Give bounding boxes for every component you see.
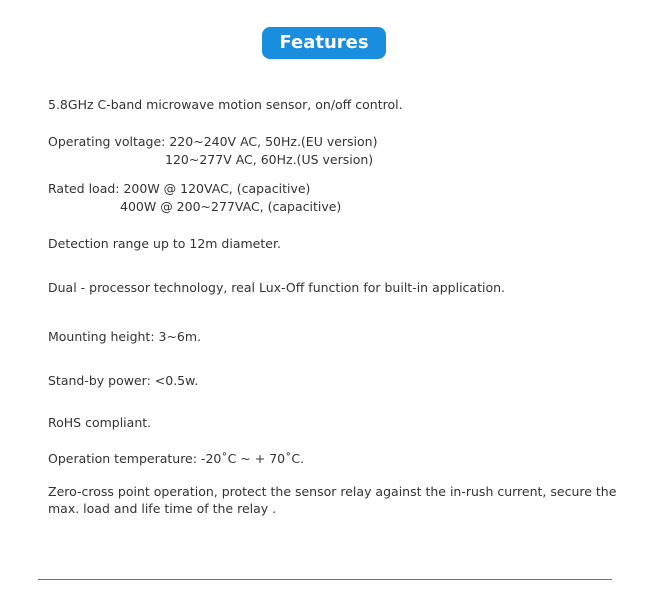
features-heading: Features: [262, 27, 386, 59]
feature-voltage: Operating voltage: 220~240V AC, 50Hz.(EU version): [48, 134, 378, 149]
feature-temperature: Operation temperature: -20˚C ~ + 70˚C.: [48, 451, 305, 466]
feature-rated-load-high: 400W @ 200~277VAC, (capacitive): [120, 199, 342, 214]
feature-zero-cross-cont: max. load and life time of the relay .: [48, 501, 277, 516]
feature-rated-load: Rated load: 200W @ 120VAC, (capacitive): [48, 181, 311, 196]
feature-processor: Dual - processor technology, real Lux-Off function for built-in application.: [48, 280, 506, 295]
feature-zero-cross: Zero-cross point operation, protect the sensor relay against the in-rush current, secure the: [48, 484, 617, 499]
bottom-divider: [38, 579, 612, 580]
feature-detection-range: Detection range up to 12m diameter.: [48, 236, 281, 251]
feature-sensor: 5.8GHz C-band microwave motion sensor, on/off control.: [48, 97, 403, 112]
feature-voltage-us: 120~277V AC, 60Hz.(US version): [165, 152, 374, 167]
feature-standby-power: Stand-by power: <0.5w.: [48, 373, 199, 388]
feature-mounting-height: Mounting height: 3~6m.: [48, 329, 202, 344]
feature-rohs: RoHS compliant.: [48, 415, 152, 430]
